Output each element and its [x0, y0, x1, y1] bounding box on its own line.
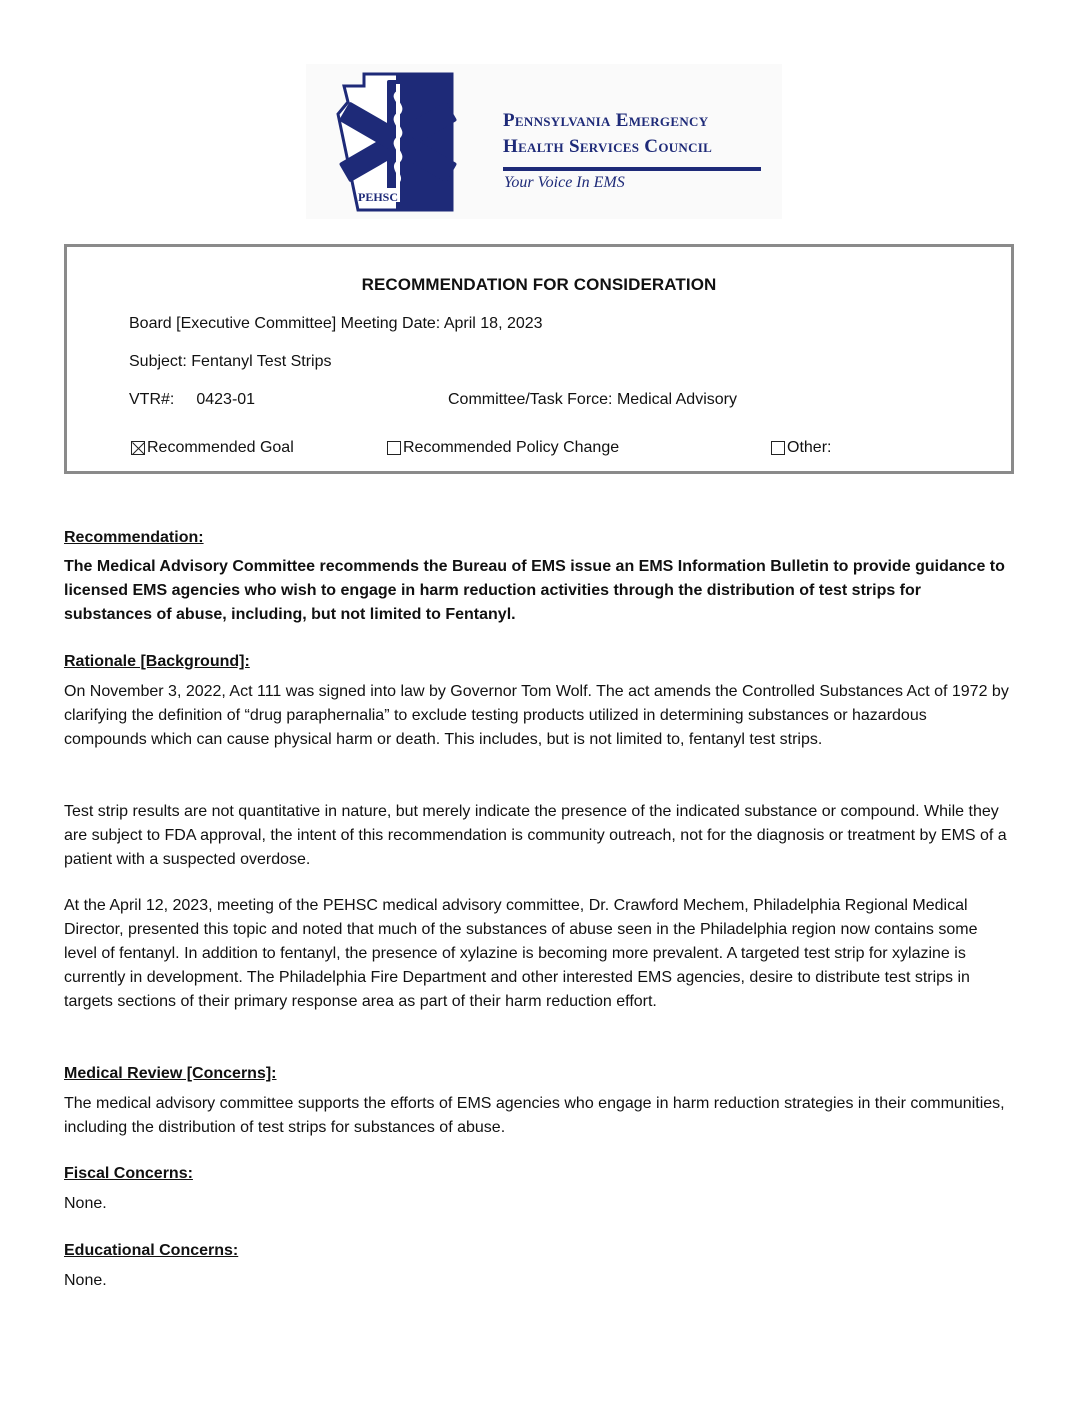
logo-tagline: Your Voice In EMS — [504, 174, 625, 191]
rationale-paragraph-2: Test strip results are not quantitative in nature, but merely indicate the presence of the indicated substance or compound. While they are subject to FDA approval, the intent of this recommendation is community outreach, not for the diagnosis or treatment by EMS of a patient with a suspected overdose. — [64, 803, 1007, 868]
checkbox-other[interactable] — [771, 439, 831, 457]
org-name-line-1: Pennsylvania Emergency — [503, 110, 709, 131]
medical-review-heading: Medical Review [Concerns]: — [64, 1065, 277, 1082]
checkbox-label: Recommended Policy Change — [403, 439, 620, 456]
educational-concerns-heading: Educational Concerns: — [64, 1242, 239, 1259]
org-name — [503, 108, 712, 160]
meeting-date-value: April 18, 2023 — [443, 315, 543, 332]
recommendation-form-box — [64, 244, 1014, 474]
pehsc-logo — [306, 64, 782, 219]
meeting-date-label: Board [Executive Committee] Meeting Date: — [129, 315, 441, 332]
committee-value: Medical Advisory — [616, 391, 737, 408]
checkbox-recommended-policy-change[interactable] — [387, 439, 619, 457]
committee-label: Committee/Task Force: — [448, 391, 613, 408]
vtr-row — [129, 391, 255, 409]
checked-box-icon[interactable] — [131, 441, 145, 455]
fiscal-concerns-heading: Fiscal Concerns: — [64, 1165, 193, 1182]
subject-value: Fentanyl Test Strips — [191, 353, 332, 370]
committee-row — [448, 391, 737, 409]
checkbox-recommended-goal[interactable] — [131, 439, 294, 457]
meeting-date-row — [129, 315, 543, 333]
rationale-heading: Rationale [Background]: — [64, 653, 250, 670]
vtr-label: VTR#: — [129, 391, 175, 408]
recommendation-text: The Medical Advisory Committee recommends the Bureau of EMS issue an EMS Information Bulletin to provide guidance to licensed EMS agencies who wish to engage in harm reduction activities through the distribution of test strips for substances of abuse, including, but not limited to Fentanyl. — [64, 558, 1005, 623]
form-title: RECOMMENDATION FOR CONSIDERATION — [361, 275, 717, 294]
recommendation-heading: Recommendation: — [64, 529, 204, 546]
checkbox-label: Other: — [787, 439, 832, 456]
vtr-value: 0423-01 — [196, 391, 256, 408]
subject-row — [129, 353, 331, 371]
logo-divider — [503, 167, 761, 171]
unchecked-box-icon[interactable] — [387, 441, 401, 455]
rationale-paragraph-3: At the April 12, 2023, meeting of the PEHSC medical advisory committee, Dr. Crawford Mechem, Philadelphia Regional Medical Director, presented this topic and noted that much of the substances of abuse seen in the Philadelphia region now contains some level of fentanyl. In addition to fentanyl, the presence of xylazine is becoming more prevalent. A targeted test strip for xylazine is currently in development. The Philadelphia Fire Department and other interested EMS agencies, desire to distribute test strips in targets sections of their primary response area as part of their harm reduction effort. — [64, 897, 978, 1010]
subject-label: Subject: — [129, 353, 187, 370]
checkbox-label: Recommended Goal — [147, 439, 294, 456]
org-name-line-2: Health Services Council — [503, 136, 713, 157]
unchecked-box-icon[interactable] — [771, 441, 785, 455]
svg-text:PEHSC: PEHSC — [357, 190, 399, 204]
educational-concerns-text: None. — [64, 1272, 107, 1289]
medical-review-text: The medical advisory committee supports the efforts of EMS agencies who engage in harm reduction strategies in their communities, including the distribution of test strips for substances of abuse. — [64, 1095, 1005, 1136]
fiscal-concerns-text: None. — [64, 1195, 107, 1212]
rationale-paragraph-1: On November 3, 2022, Act 111 was signed into law by Governor Tom Wolf. The act amends the Controlled Substances Act of 1972 by clarifying the definition of “drug paraphernalia” to exclude testing products utilized in determining substances or hazardous compounds which can cause physical harm or death. This includes, but is not limited to, fentanyl test strips. — [64, 683, 1009, 748]
star-of-life-keystone-icon — [334, 72, 474, 212]
